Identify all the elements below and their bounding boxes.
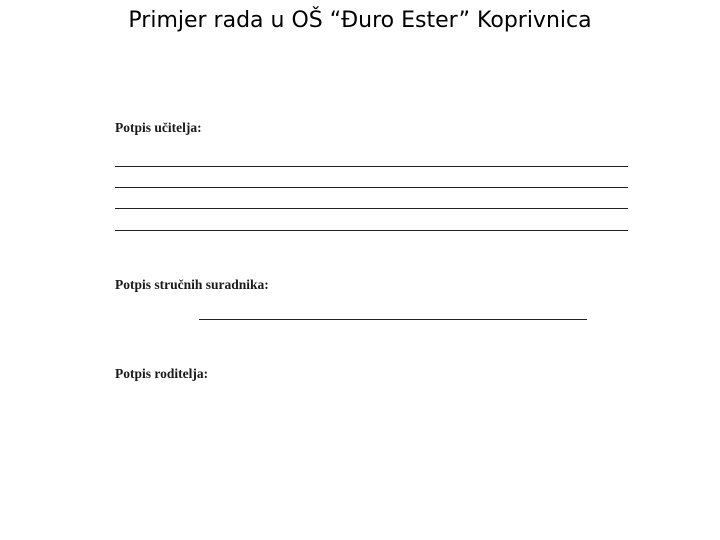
teacher-signature-line <box>115 187 628 188</box>
staff-signature-line <box>199 319 587 320</box>
slide-title: Primjer rada u OŠ “Đuro Ester” Koprivnica <box>128 8 592 33</box>
teacher-signature-line <box>115 208 628 209</box>
teacher-signature-line <box>115 166 628 167</box>
parent-signature-label: Potpis roditelja: <box>115 366 209 381</box>
teacher-signature-line <box>115 230 628 231</box>
teacher-signature-label: Potpis učitelja: <box>115 120 202 135</box>
staff-signature-label: Potpis stručnih suradnika: <box>115 277 269 292</box>
